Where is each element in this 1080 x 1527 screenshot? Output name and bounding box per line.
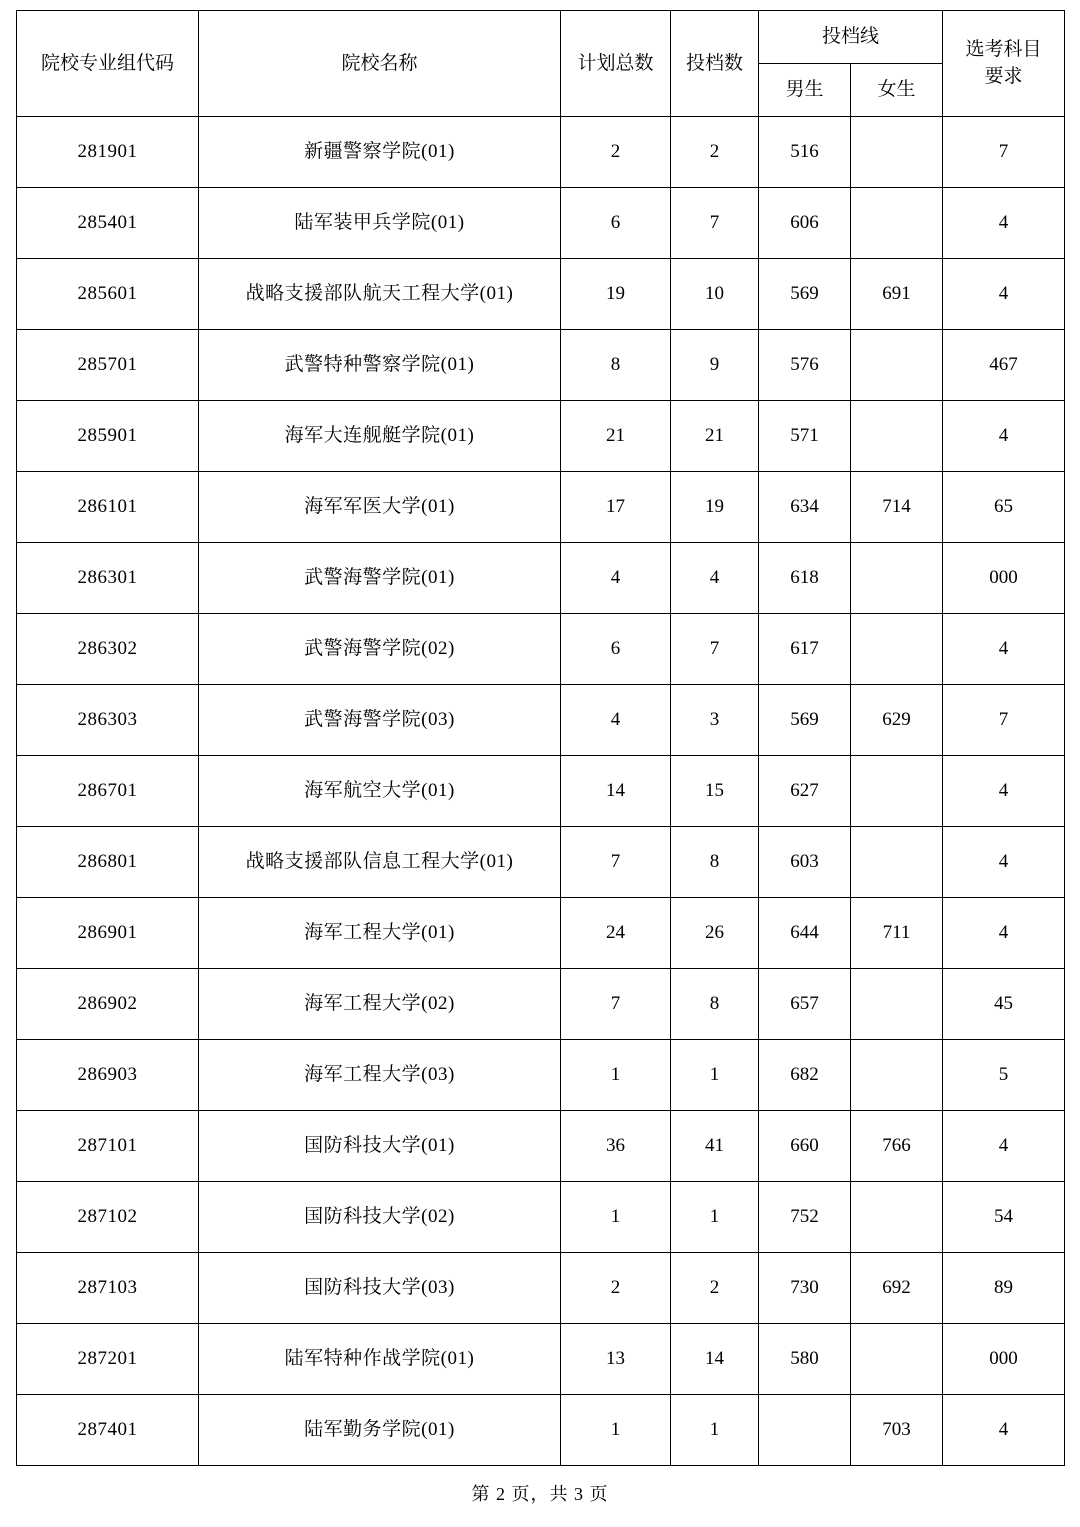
cell-male-score: 516 — [759, 117, 851, 188]
cell-code: 285601 — [17, 259, 199, 330]
cell-submitted: 8 — [671, 827, 759, 898]
table-header — [17, 11, 1065, 117]
cell-subject: 7 — [943, 117, 1065, 188]
cell-subject: 45 — [943, 969, 1065, 1040]
cell-female-score: 692 — [851, 1253, 943, 1324]
cell-code: 287401 — [17, 1395, 199, 1466]
cell-plan: 1 — [561, 1040, 671, 1111]
cell-female-score — [851, 188, 943, 259]
cell-submitted: 15 — [671, 756, 759, 827]
cell-name: 武警特种警察学院(01) — [199, 330, 561, 401]
cell-subject: 54 — [943, 1182, 1065, 1253]
cell-male-score: 603 — [759, 827, 851, 898]
table-row — [17, 685, 1065, 756]
cell-plan: 2 — [561, 117, 671, 188]
header-submitted: 投档数 — [671, 11, 759, 117]
cell-female-score — [851, 117, 943, 188]
cell-code: 286903 — [17, 1040, 199, 1111]
header-subject-requirement: 选考科目要求 — [943, 11, 1065, 117]
table-row — [17, 1395, 1065, 1466]
cell-plan: 8 — [561, 330, 671, 401]
cell-plan: 6 — [561, 188, 671, 259]
table-row — [17, 259, 1065, 330]
cell-plan: 1 — [561, 1395, 671, 1466]
cell-subject: 4 — [943, 259, 1065, 330]
cell-name: 海军工程大学(02) — [199, 969, 561, 1040]
cell-name: 国防科技大学(02) — [199, 1182, 561, 1253]
cell-subject: 000 — [943, 1324, 1065, 1395]
cell-submitted: 1 — [671, 1040, 759, 1111]
cell-code: 287101 — [17, 1111, 199, 1182]
cell-name: 新疆警察学院(01) — [199, 117, 561, 188]
cell-code: 281901 — [17, 117, 199, 188]
cell-name: 海军军医大学(01) — [199, 472, 561, 543]
cell-name: 陆军特种作战学院(01) — [199, 1324, 561, 1395]
cell-code: 286301 — [17, 543, 199, 614]
cell-subject: 7 — [943, 685, 1065, 756]
header-row-1 — [17, 11, 1065, 64]
cell-female-score: 711 — [851, 898, 943, 969]
cell-subject: 4 — [943, 188, 1065, 259]
cell-submitted: 4 — [671, 543, 759, 614]
cell-female-score: 714 — [851, 472, 943, 543]
cell-name: 海军航空大学(01) — [199, 756, 561, 827]
cell-plan: 17 — [561, 472, 671, 543]
cell-submitted: 7 — [671, 614, 759, 685]
cell-name: 海军工程大学(01) — [199, 898, 561, 969]
cell-name: 国防科技大学(01) — [199, 1111, 561, 1182]
admission-score-table — [16, 10, 1065, 1466]
table-row — [17, 1324, 1065, 1395]
cell-subject: 000 — [943, 543, 1065, 614]
table-row — [17, 1253, 1065, 1324]
header-score-line: 投档线 — [759, 11, 943, 64]
cell-submitted: 2 — [671, 117, 759, 188]
cell-male-score: 569 — [759, 259, 851, 330]
cell-male-score: 617 — [759, 614, 851, 685]
cell-subject: 4 — [943, 1395, 1065, 1466]
table-row — [17, 827, 1065, 898]
cell-submitted: 7 — [671, 188, 759, 259]
cell-code: 287102 — [17, 1182, 199, 1253]
cell-submitted: 21 — [671, 401, 759, 472]
cell-male-score: 580 — [759, 1324, 851, 1395]
cell-male-score: 569 — [759, 685, 851, 756]
table-row — [17, 472, 1065, 543]
cell-subject: 4 — [943, 1111, 1065, 1182]
cell-female-score — [851, 1040, 943, 1111]
cell-male-score: 618 — [759, 543, 851, 614]
table-row — [17, 969, 1065, 1040]
cell-female-score — [851, 756, 943, 827]
cell-subject: 4 — [943, 614, 1065, 685]
cell-male-score: 627 — [759, 756, 851, 827]
cell-subject: 5 — [943, 1040, 1065, 1111]
table-row — [17, 756, 1065, 827]
cell-male-score: 660 — [759, 1111, 851, 1182]
cell-code: 285901 — [17, 401, 199, 472]
cell-code: 286302 — [17, 614, 199, 685]
table-row — [17, 330, 1065, 401]
cell-code: 285701 — [17, 330, 199, 401]
cell-plan: 1 — [561, 1182, 671, 1253]
cell-male-score: 576 — [759, 330, 851, 401]
cell-female-score — [851, 401, 943, 472]
cell-name: 武警海警学院(01) — [199, 543, 561, 614]
cell-female-score: 629 — [851, 685, 943, 756]
cell-subject: 467 — [943, 330, 1065, 401]
cell-code: 287201 — [17, 1324, 199, 1395]
cell-name: 武警海警学院(02) — [199, 614, 561, 685]
cell-plan: 19 — [561, 259, 671, 330]
cell-subject: 4 — [943, 756, 1065, 827]
header-male: 男生 — [759, 64, 851, 117]
cell-name: 国防科技大学(03) — [199, 1253, 561, 1324]
cell-submitted: 1 — [671, 1395, 759, 1466]
cell-plan: 7 — [561, 969, 671, 1040]
table-row — [17, 543, 1065, 614]
cell-male-score: 634 — [759, 472, 851, 543]
cell-plan: 2 — [561, 1253, 671, 1324]
table-row — [17, 614, 1065, 685]
header-female: 女生 — [851, 64, 943, 117]
cell-female-score — [851, 614, 943, 685]
cell-plan: 36 — [561, 1111, 671, 1182]
cell-female-score: 703 — [851, 1395, 943, 1466]
cell-name: 战略支援部队信息工程大学(01) — [199, 827, 561, 898]
cell-male-score: 657 — [759, 969, 851, 1040]
header-name: 院校名称 — [199, 11, 561, 117]
cell-plan: 13 — [561, 1324, 671, 1395]
cell-plan: 6 — [561, 614, 671, 685]
cell-submitted: 41 — [671, 1111, 759, 1182]
table-body — [17, 117, 1065, 1466]
cell-subject: 89 — [943, 1253, 1065, 1324]
cell-female-score — [851, 1182, 943, 1253]
cell-male-score: 606 — [759, 188, 851, 259]
cell-name: 陆军装甲兵学院(01) — [199, 188, 561, 259]
cell-male-score: 682 — [759, 1040, 851, 1111]
table-row — [17, 188, 1065, 259]
cell-plan: 7 — [561, 827, 671, 898]
cell-submitted: 19 — [671, 472, 759, 543]
cell-female-score — [851, 827, 943, 898]
header-plan-total: 计划总数 — [561, 11, 671, 117]
table-row — [17, 1111, 1065, 1182]
cell-code: 286901 — [17, 898, 199, 969]
cell-plan: 21 — [561, 401, 671, 472]
cell-female-score — [851, 543, 943, 614]
cell-submitted: 3 — [671, 685, 759, 756]
cell-subject: 65 — [943, 472, 1065, 543]
cell-submitted: 1 — [671, 1182, 759, 1253]
cell-female-score — [851, 969, 943, 1040]
cell-female-score — [851, 1324, 943, 1395]
cell-name: 战略支援部队航天工程大学(01) — [199, 259, 561, 330]
cell-plan: 24 — [561, 898, 671, 969]
cell-subject: 4 — [943, 401, 1065, 472]
cell-subject: 4 — [943, 898, 1065, 969]
cell-code: 287103 — [17, 1253, 199, 1324]
cell-code: 285401 — [17, 188, 199, 259]
table-row — [17, 401, 1065, 472]
cell-male-score: 571 — [759, 401, 851, 472]
cell-male-score: 644 — [759, 898, 851, 969]
cell-code: 286701 — [17, 756, 199, 827]
cell-name: 海军大连舰艇学院(01) — [199, 401, 561, 472]
cell-name: 武警海警学院(03) — [199, 685, 561, 756]
cell-name: 海军工程大学(03) — [199, 1040, 561, 1111]
cell-submitted: 26 — [671, 898, 759, 969]
cell-plan: 4 — [561, 685, 671, 756]
cell-code: 286101 — [17, 472, 199, 543]
cell-male-score: 752 — [759, 1182, 851, 1253]
cell-submitted: 14 — [671, 1324, 759, 1395]
cell-name: 陆军勤务学院(01) — [199, 1395, 561, 1466]
table-row — [17, 1182, 1065, 1253]
cell-female-score — [851, 330, 943, 401]
cell-plan: 4 — [561, 543, 671, 614]
cell-code: 286801 — [17, 827, 199, 898]
cell-male-score: 730 — [759, 1253, 851, 1324]
cell-male-score — [759, 1395, 851, 1466]
cell-code: 286902 — [17, 969, 199, 1040]
cell-submitted: 2 — [671, 1253, 759, 1324]
cell-submitted: 10 — [671, 259, 759, 330]
header-code: 院校专业组代码 — [17, 11, 199, 117]
cell-submitted: 8 — [671, 969, 759, 1040]
table-row — [17, 117, 1065, 188]
cell-female-score: 691 — [851, 259, 943, 330]
page-footer: 第 2 页，共 3 页 — [471, 1484, 609, 1504]
cell-code: 286303 — [17, 685, 199, 756]
table-row — [17, 1040, 1065, 1111]
table-row — [17, 898, 1065, 969]
cell-subject: 4 — [943, 827, 1065, 898]
cell-plan: 14 — [561, 756, 671, 827]
cell-submitted: 9 — [671, 330, 759, 401]
cell-female-score: 766 — [851, 1111, 943, 1182]
